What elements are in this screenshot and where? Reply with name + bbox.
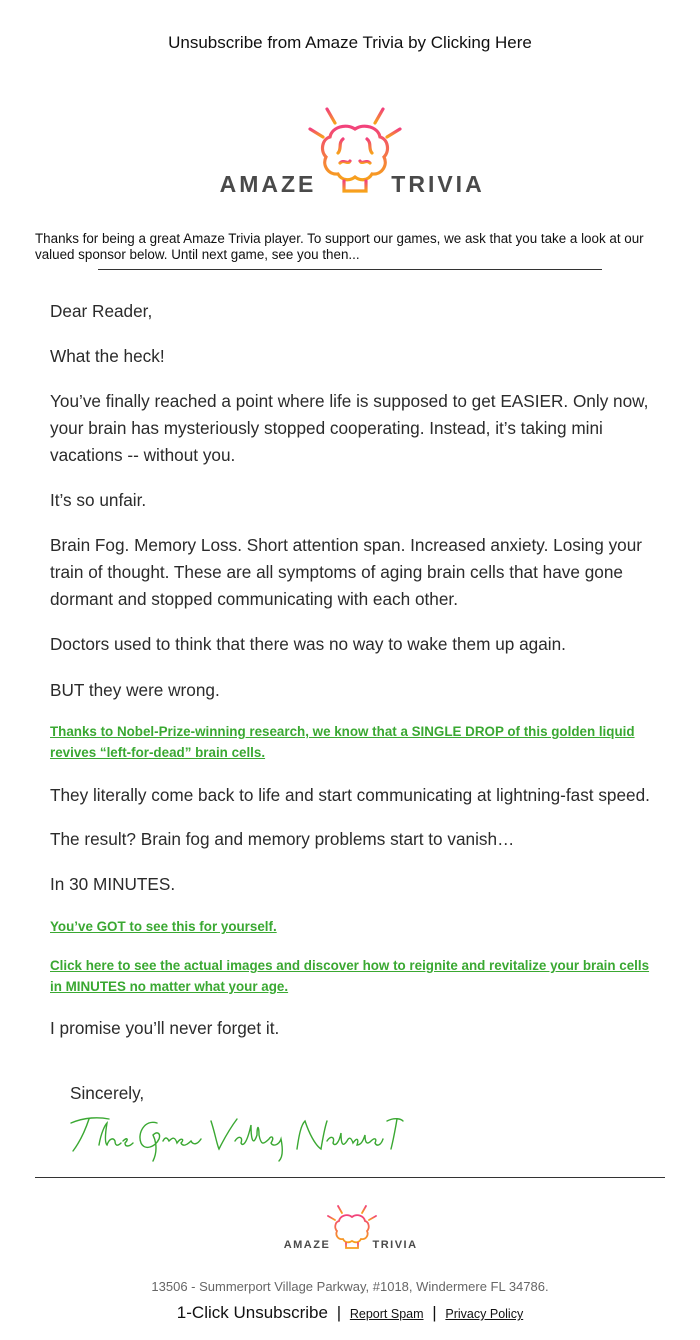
- letter-paragraph: Brain Fog. Memory Loss. Short attention span. Increased anxiety. Losing your train of thought. These are all symptoms of aging brain cells that have gone dormant and stopped communicating with each other.: [50, 535, 643, 609]
- privacy-policy-link[interactable]: Privacy Policy: [445, 1307, 524, 1321]
- sponsor-link-actual-images[interactable]: Click here to see the actual images and discover how to reignite and revitalize your brain cells in MINUTES no matter what your age.: [50, 958, 650, 994]
- sponsor-link-see-yourself[interactable]: You’ve GOT to see this for yourself.: [50, 919, 277, 934]
- footer-divider: [35, 1177, 665, 1178]
- separator: |: [336, 1303, 342, 1322]
- amaze-trivia-footer-logo: [282, 1198, 422, 1260]
- separator: |: [432, 1303, 437, 1322]
- signature-image: [65, 1105, 405, 1165]
- logo-word-amaze: AMAZE: [283, 1239, 331, 1251]
- sponsor-link-golden-liquid[interactable]: Thanks to Nobel-Prize-winning research, we know that a SINGLE DROP of this golden liquid revives “left-for-dead” brain cells.: [50, 724, 635, 760]
- lightbulb-brain-icon: [328, 1200, 376, 1251]
- amaze-trivia-logo: [210, 95, 500, 210]
- letter-paragraph: In 30 MINUTES.: [50, 874, 176, 894]
- letter-paragraph: Doctors used to think that there was no way to wake them up again.: [50, 634, 566, 654]
- letter-paragraph: They literally come back to life and start communicating at lightning-fast speed.: [50, 785, 650, 805]
- sponsor-intro-text: Thanks for being a great Amaze Trivia player. To support our games, we ask that you take a look at our valued sponsor below. Until next game, see you then...: [35, 231, 644, 262]
- report-spam-link[interactable]: Report Spam: [349, 1307, 424, 1321]
- one-click-unsubscribe-link[interactable]: 1-Click Unsubscribe: [176, 1303, 328, 1322]
- footer-links: [0, 1303, 700, 1323]
- letter-paragraph: BUT they were wrong.: [50, 680, 220, 700]
- letter-paragraph: You’ve finally reached a point where life is supposed to get EASIER. Only now, your brain has mysteriously stopped cooperating. Instead, it’s taking mini vacations -- without you.: [50, 391, 649, 465]
- letter-greeting: Dear Reader,: [50, 301, 153, 321]
- logo-word-trivia: TRIVIA: [391, 171, 485, 197]
- unsubscribe-link[interactable]: Unsubscribe from Amaze Trivia by Clicking Here: [168, 33, 532, 52]
- divider: [98, 269, 602, 270]
- logo-word-trivia: TRIVIA: [372, 1239, 418, 1251]
- letter-signoff: Sincerely,: [70, 1083, 145, 1103]
- letter-paragraph: It’s so unfair.: [50, 490, 147, 510]
- letter-paragraph: I promise you’ll never forget it.: [50, 1018, 280, 1038]
- footer-address: 13506 - Summerport Village Parkway, #1018, Windermere FL 34786.: [151, 1279, 549, 1294]
- lightbulb-brain-icon: [306, 99, 404, 201]
- letter-paragraph: The result? Brain fog and memory problems start to vanish…: [50, 829, 515, 849]
- logo-word-amaze: AMAZE: [219, 171, 317, 197]
- letter-paragraph: What the heck!: [50, 346, 165, 366]
